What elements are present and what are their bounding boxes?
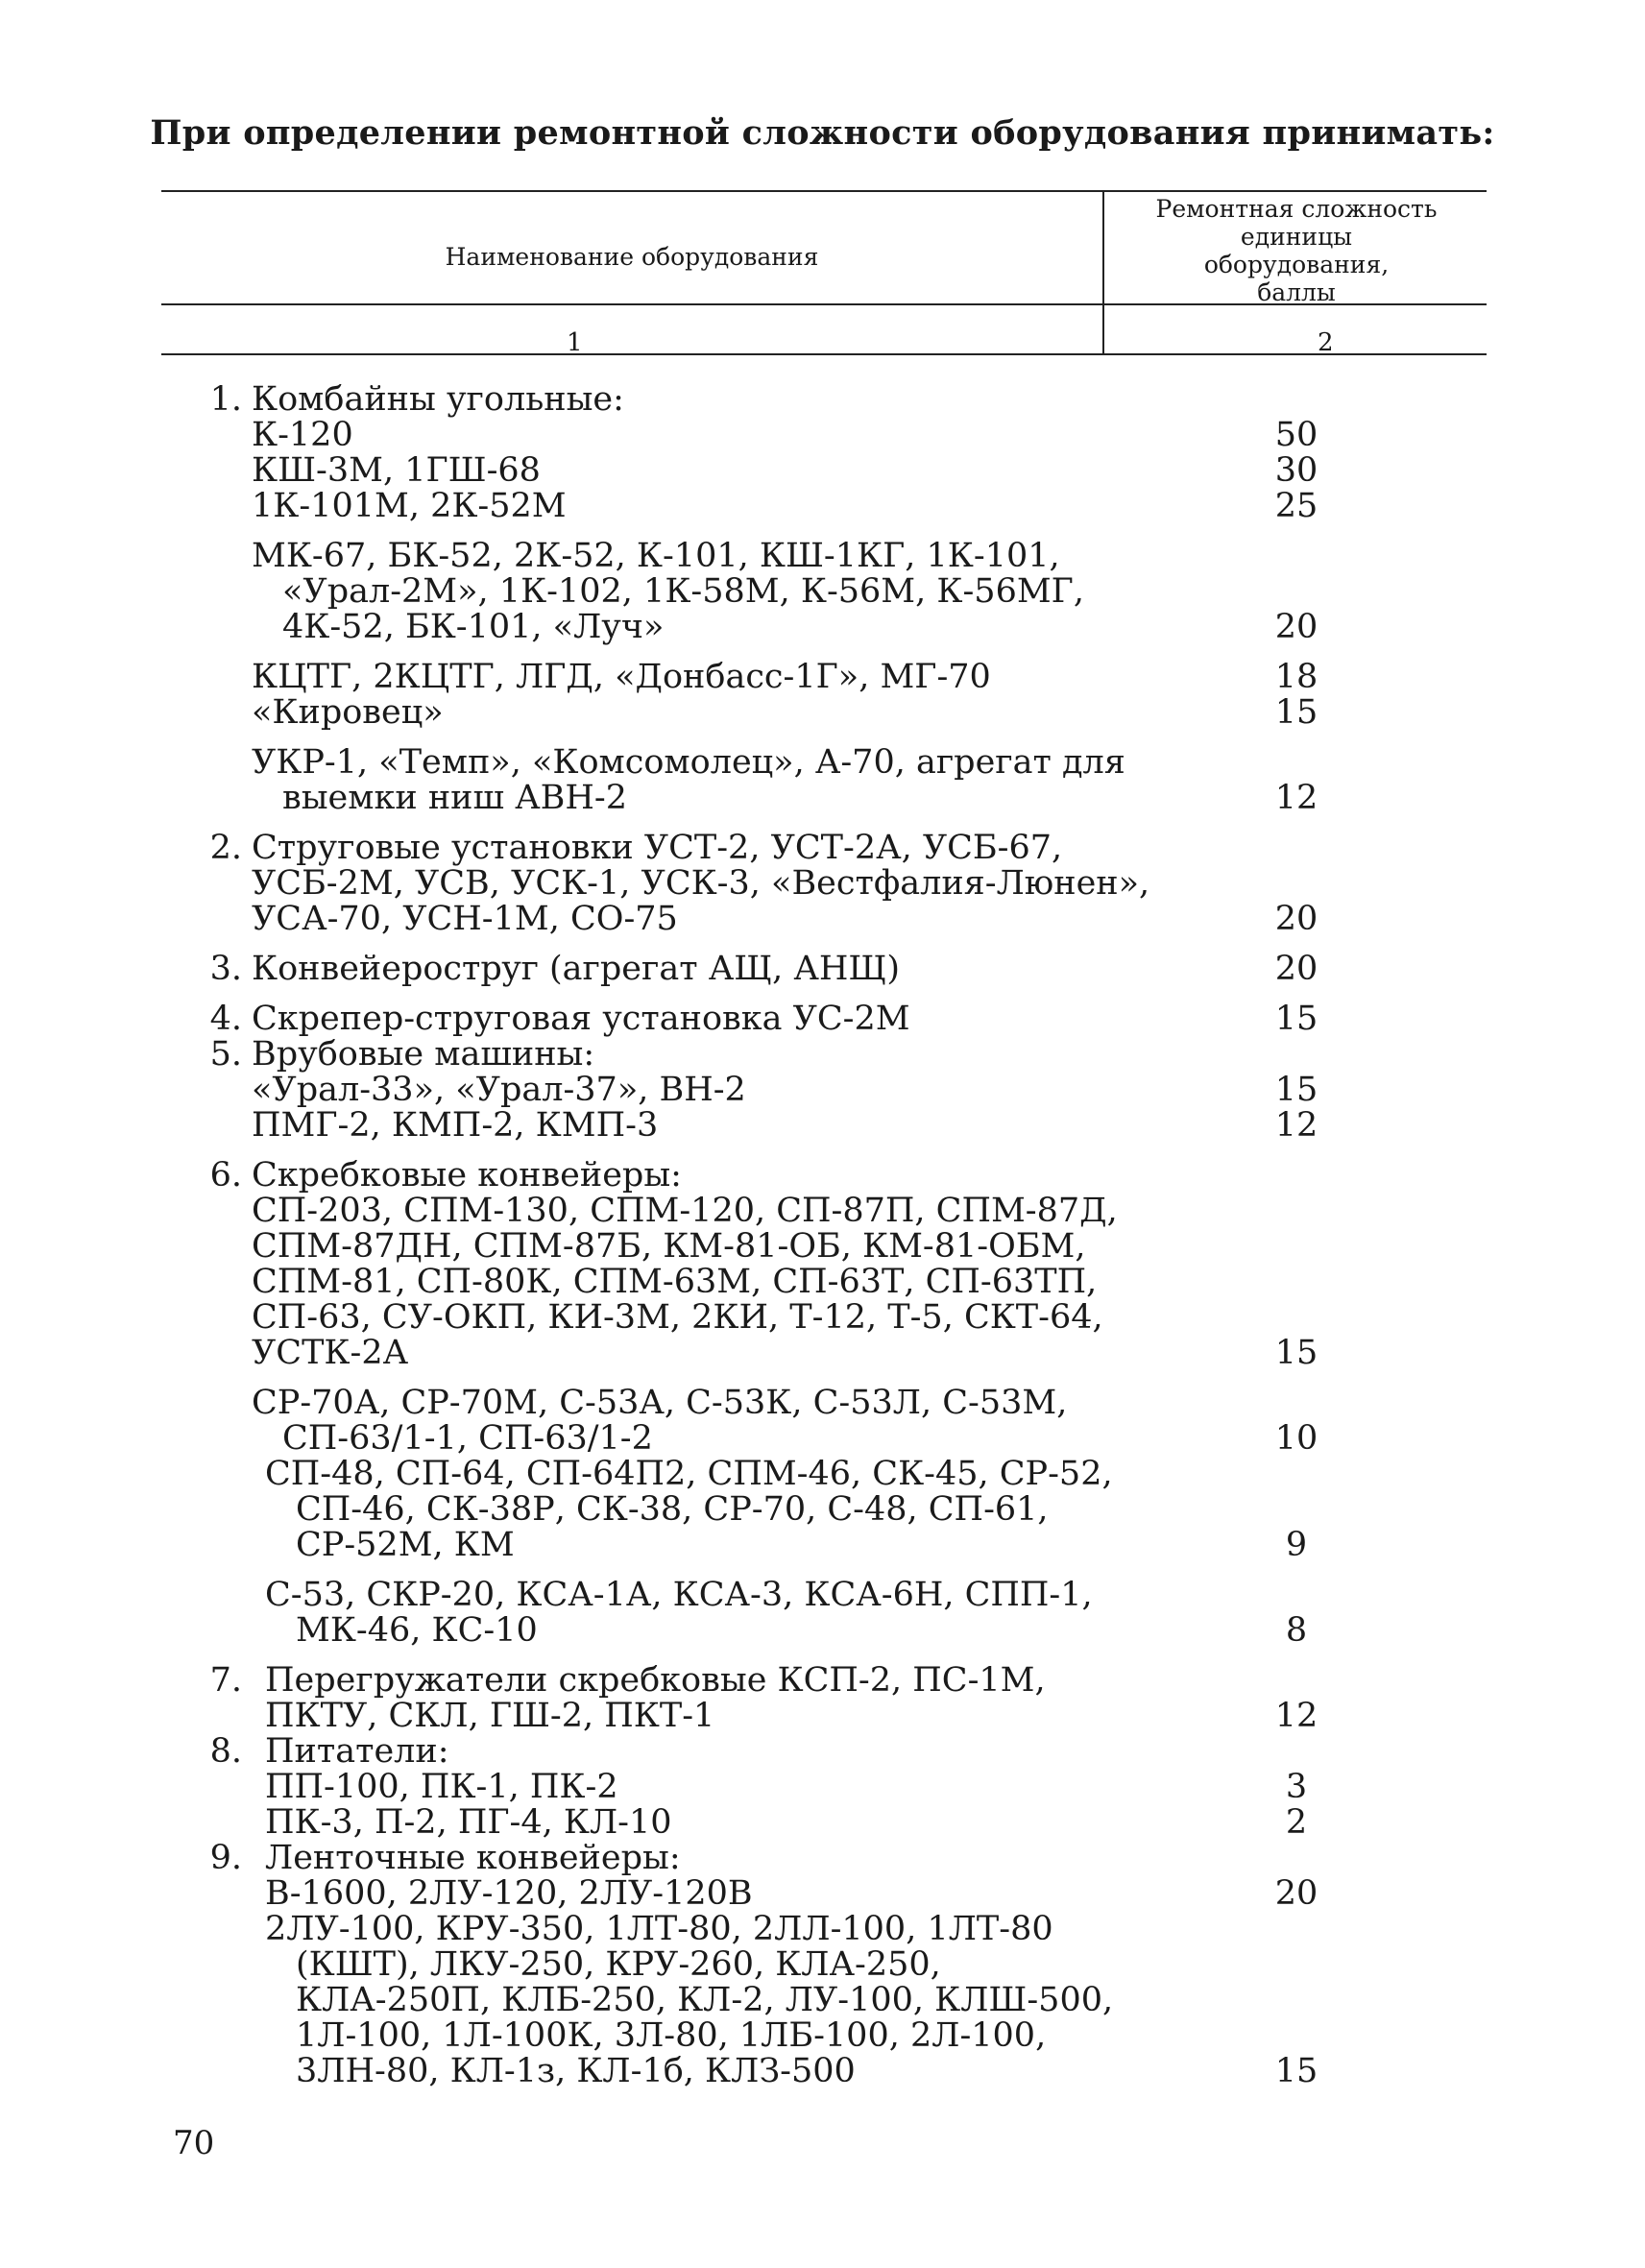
repair-complexity-value: 15 (1274, 693, 1318, 732)
table-row-group (0, 831, 1645, 937)
table-row (0, 781, 1645, 816)
table-row (0, 610, 1645, 645)
table-row (0, 1663, 1645, 1699)
repair-complexity-value: 10 (1274, 1419, 1318, 1458)
equipment-name: МК-67, БК-52, 2К-52, К-101, КШ-1КГ, 1К-101, (252, 537, 1060, 575)
table-row (0, 418, 1645, 453)
table-row (0, 1421, 1645, 1457)
table-row (0, 1841, 1645, 1876)
table-row (0, 1300, 1645, 1336)
equipment-name: Ленточные конвейеры: (265, 1839, 681, 1877)
equipment-name: Конвейерострyг (агрегат АЩ, АНЩ) (252, 950, 901, 988)
column-header-value-line: единицы (1240, 223, 1353, 251)
page-number: 70 (173, 2124, 215, 2162)
table-row (0, 1037, 1645, 1073)
repair-complexity-value: 15 (1274, 1334, 1318, 1372)
equipment-name: КЦТГ, 2КЦТГ, ЛГД, «Донбасс-1Г», МГ-70 (252, 658, 991, 696)
column-number: 2 (1318, 328, 1334, 357)
repair-complexity-value: 15 (1274, 1000, 1318, 1038)
equipment-name: Струговые установки УСТ-2, УСТ-2А, УСБ-67, (252, 829, 1063, 867)
table-row (0, 1528, 1645, 1563)
table-row (0, 1613, 1645, 1649)
table-row (0, 1194, 1645, 1229)
table-row (0, 1001, 1645, 1037)
table-row (0, 695, 1645, 731)
table-row (0, 1770, 1645, 1805)
table-row-group (0, 952, 1645, 987)
table-row (0, 2018, 1645, 2054)
item-number: 4. (209, 1000, 242, 1038)
equipment-name: «Кировец» (252, 693, 444, 732)
table-top-rule (161, 190, 1487, 192)
column-header-value (1106, 195, 1487, 306)
table-row-group (0, 1578, 1645, 1649)
equipment-name: СП-63/1-1, СП-63/1-2 (282, 1419, 653, 1458)
equipment-name: КШ-3М, 1ГШ-68 (252, 451, 541, 490)
equipment-name: «Урал-33», «Урал-37», ВН-2 (252, 1071, 746, 1109)
table-row-group (0, 1001, 1645, 1144)
equipment-name: 2ЛУ-100, КРУ-350, 1ЛТ-80, 2ЛЛ-100, 1ЛТ-80 (265, 1910, 1053, 1948)
equipment-name: С-53, СКР-20, КСА-1А, КСА-3, КСА-6Н, СПП-1, (265, 1576, 1093, 1614)
equipment-name: УКР-1, «Темп», «Комсомолец», А-70, агрегат для (252, 743, 1125, 782)
equipment-name: СП-46, СК-38Р, СК-38, СР-70, С-48, СП-61, (296, 1490, 1049, 1529)
table-row (0, 1265, 1645, 1300)
item-number: 9. (209, 1839, 242, 1877)
table-row-group (0, 660, 1645, 731)
table-row (0, 1578, 1645, 1613)
table-row (0, 1158, 1645, 1194)
column-number-rule (161, 353, 1487, 355)
repair-complexity-value: 15 (1274, 1071, 1318, 1109)
equipment-name: СР-52М, КМ (296, 1526, 515, 1564)
column-header-value-line: Ремонтная сложность (1155, 195, 1438, 223)
equipment-name: ПКТУ, СКЛ, ГШ-2, ПКТ-1 (265, 1697, 715, 1735)
equipment-name: «Урал-2М», 1К-102, 1К-58М, К-56М, К-56МГ, (282, 572, 1084, 611)
equipment-name: Скребковые конвейеры: (252, 1156, 682, 1194)
equipment-name: СП-48, СП-64, СП-64П2, СПМ-46, СК-45, СР-52, (265, 1455, 1113, 1493)
repair-complexity-value: 12 (1274, 1106, 1318, 1145)
column-header-value-line: оборудования, (1203, 251, 1390, 278)
equipment-name: выемки ниш АВН-2 (282, 779, 627, 817)
column-header-name: Наименование оборудования (445, 243, 819, 271)
equipment-name: УСА-70, УСН-1М, СО-75 (252, 900, 678, 938)
repair-complexity-value: 15 (1274, 2052, 1318, 2090)
table-row-group (0, 382, 1645, 524)
equipment-name: 3ЛН-80, КЛ-1з, КЛ-1б, КЛЗ-500 (296, 2052, 856, 2090)
repair-complexity-value: 2 (1285, 1803, 1308, 1842)
column-header-value-line: баллы (1257, 278, 1336, 306)
repair-complexity-value: 20 (1274, 900, 1318, 938)
equipment-name: МК-46, КС-10 (296, 1611, 538, 1650)
equipment-name: 1К-101М, 2К-52М (252, 487, 567, 525)
table-row (0, 1492, 1645, 1528)
item-number: 8. (209, 1732, 242, 1771)
repair-complexity-value: 12 (1274, 779, 1318, 817)
repair-complexity-value: 8 (1285, 1611, 1308, 1650)
table-row (0, 539, 1645, 574)
repair-complexity-value: 20 (1274, 1874, 1318, 1913)
table-row (0, 1073, 1645, 1108)
table-row-group (0, 745, 1645, 816)
equipment-name: УСТК-2А (252, 1334, 409, 1372)
table-row (0, 489, 1645, 524)
equipment-name: ПК-3, П-2, ПГ-4, КЛ-10 (265, 1803, 672, 1842)
table-row-group (0, 1158, 1645, 1371)
table-row (0, 453, 1645, 489)
column-number: 1 (567, 328, 583, 357)
table-row (0, 866, 1645, 902)
table-row (0, 1699, 1645, 1734)
table-row (0, 1386, 1645, 1421)
page-title: При определении ремонтной сложности оборудования принимать: (150, 113, 1495, 153)
equipment-name: ПП-100, ПК-1, ПК-2 (265, 1768, 618, 1806)
repair-complexity-value: 50 (1274, 416, 1318, 454)
equipment-name: (КШТ), ЛКУ-250, КРУ-260, КЛА-250, (296, 1945, 941, 1984)
table-row (0, 1336, 1645, 1371)
table-row (0, 574, 1645, 610)
table-row (0, 1805, 1645, 1841)
table-row-group (0, 1663, 1645, 2089)
table-row (0, 1108, 1645, 1144)
table-row (0, 1457, 1645, 1492)
equipment-name: ПМГ-2, КМП-2, КМП-3 (252, 1106, 659, 1145)
equipment-name: СР-70А, СР-70М, С-53А, С-53К, С-53Л, С-53М, (252, 1384, 1068, 1422)
equipment-name: Скрепер-струговая установка УС-2М (252, 1000, 910, 1038)
repair-complexity-value: 3 (1285, 1768, 1308, 1806)
repair-complexity-value: 25 (1274, 487, 1318, 525)
table-row (0, 1983, 1645, 2018)
repair-complexity-value: 20 (1274, 950, 1318, 988)
item-number: 5. (209, 1035, 242, 1074)
table-row-group (0, 539, 1645, 645)
equipment-name: К-120 (252, 416, 353, 454)
table-row (0, 1947, 1645, 1983)
table-row (0, 1876, 1645, 1912)
item-number: 7. (209, 1661, 242, 1700)
equipment-name: В-1600, 2ЛУ-120, 2ЛУ-120В (265, 1874, 753, 1913)
equipment-name: КЛА-250П, КЛБ-250, КЛ-2, ЛУ-100, КЛШ-500, (296, 1981, 1114, 2019)
equipment-name: СПМ-87ДН, СПМ-87Б, КМ-81-ОБ, КМ-81-ОБМ, (252, 1227, 1086, 1266)
equipment-name: Питатели: (265, 1732, 449, 1771)
equipment-name: СП-203, СПМ-130, СПМ-120, СП-87П, СПМ-87Д, (252, 1192, 1118, 1230)
repair-complexity-value: 18 (1274, 658, 1318, 696)
table-row-group (0, 1386, 1645, 1563)
table-body (0, 382, 1645, 2104)
table-row (0, 745, 1645, 781)
item-number: 2. (209, 829, 242, 867)
table-row (0, 2054, 1645, 2089)
equipment-name: Комбайны угольные: (252, 380, 624, 419)
table-row (0, 1734, 1645, 1770)
table-row (0, 1229, 1645, 1265)
equipment-name: СПМ-81, СП-80К, СПМ-63М, СП-63Т, СП-63ТП, (252, 1263, 1098, 1301)
repair-complexity-value: 12 (1274, 1697, 1318, 1735)
equipment-name: СП-63, СУ-ОКП, КИ-3М, 2КИ, Т-12, Т-5, СКТ-64, (252, 1298, 1103, 1337)
equipment-name: УСБ-2М, УСВ, УСК-1, УСК-3, «Вестфалия-Люнен», (252, 864, 1150, 903)
equipment-name: Перегружатели скребковые КСП-2, ПС-1М, (265, 1661, 1046, 1700)
table-row (0, 952, 1645, 987)
table-row (0, 1912, 1645, 1947)
table-row (0, 831, 1645, 866)
repair-complexity-value: 20 (1274, 608, 1318, 646)
repair-complexity-value: 9 (1285, 1526, 1308, 1564)
repair-complexity-value: 30 (1274, 451, 1318, 490)
table-row (0, 382, 1645, 418)
table-row (0, 660, 1645, 695)
equipment-name: 1Л-100, 1Л-100К, 3Л-80, 1ЛБ-100, 2Л-100, (296, 2016, 1047, 2055)
table-row (0, 902, 1645, 937)
item-number: 6. (209, 1156, 242, 1194)
column-divider (1102, 190, 1104, 353)
equipment-name: 4К-52, БК-101, «Луч» (282, 608, 665, 646)
item-number: 3. (209, 950, 242, 988)
equipment-name: Врубовые машины: (252, 1035, 595, 1074)
item-number: 1. (209, 380, 242, 419)
